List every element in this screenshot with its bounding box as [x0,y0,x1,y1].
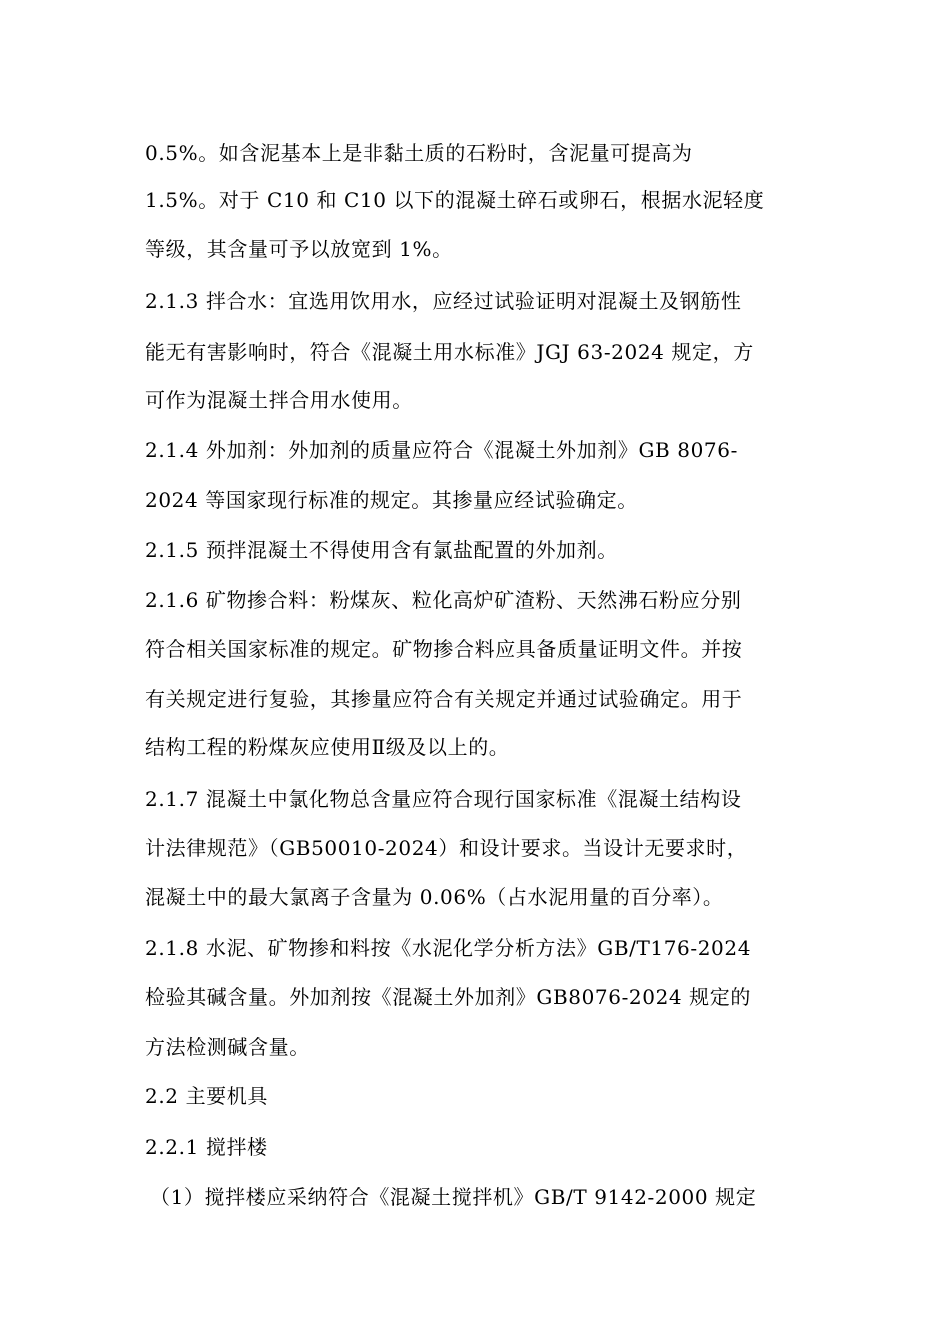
text-line: 混凝土中的最大氯离子含量为 0.06%（占水泥用量的百分率）。 [145,885,724,909]
text-line: 有关规定进行复验，其掺量应符合有关规定并通过试验确定。用于 [145,687,743,711]
text-line: 可作为混凝土拌合用水使用。 [145,388,413,412]
text-line: 0.5%。如含泥基本上是非黏土质的石粉时，含泥量可提高为 [145,141,693,165]
text-line: 方法检测碱含量。 [145,1035,310,1059]
section-heading-2-2-1: 2.2.1 搅拌楼 [145,1135,268,1159]
text-line: 能无有害影响时，符合《混凝土用水标准》JGJ 63-2024 规定，方 [145,340,754,364]
section-heading-2-1-5: 2.1.5 预拌混凝土不得使用含有氯盐配置的外加剂。 [145,538,618,562]
section-heading-2-1-3: 2.1.3 拌合水：宜选用饮用水，应经过试验证明对混凝土及钢筋性 [145,289,742,313]
section-heading-2-1-6: 2.1.6 矿物掺合料：粉煤灰、粒化高炉矿渣粉、天然沸石粉应分别 [145,588,742,612]
text-line: 2024 等国家现行标准的规定。其掺量应经试验确定。 [145,488,638,512]
text-line: 计法律规范》（GB50010-2024）和设计要求。当设计无要求时， [145,836,748,860]
section-heading-2-1-4: 2.1.4 外加剂：外加剂的质量应符合《混凝土外加剂》GB 8076- [145,438,738,462]
section-heading-2-1-7: 2.1.7 混凝土中氯化物总含量应符合现行国家标准《混凝土结构设 [145,787,742,811]
list-item-1: （1）搅拌楼应采纳符合《混凝土搅拌机》GB/T 9142-2000 规定 [150,1185,757,1209]
section-heading-2-2: 2.2 主要机具 [145,1084,268,1108]
text-line: 检验其碱含量。外加剂按《混凝土外加剂》GB8076-2024 规定的 [145,985,751,1009]
text-line: 符合相关国家标准的规定。矿物掺合料应具备质量证明文件。并按 [145,637,743,661]
text-line: 等级，其含量可予以放宽到 1%。 [145,237,453,261]
text-line: 结构工程的粉煤灰应使用Ⅱ级及以上的。 [145,735,510,759]
text-line: 1.5%。对于 C10 和 C10 以下的混凝土碎石或卵石，根据水泥轻度 [145,188,765,212]
section-heading-2-1-8: 2.1.8 水泥、矿物掺和料按《水泥化学分析方法》GB/T176-2024 [145,936,752,960]
